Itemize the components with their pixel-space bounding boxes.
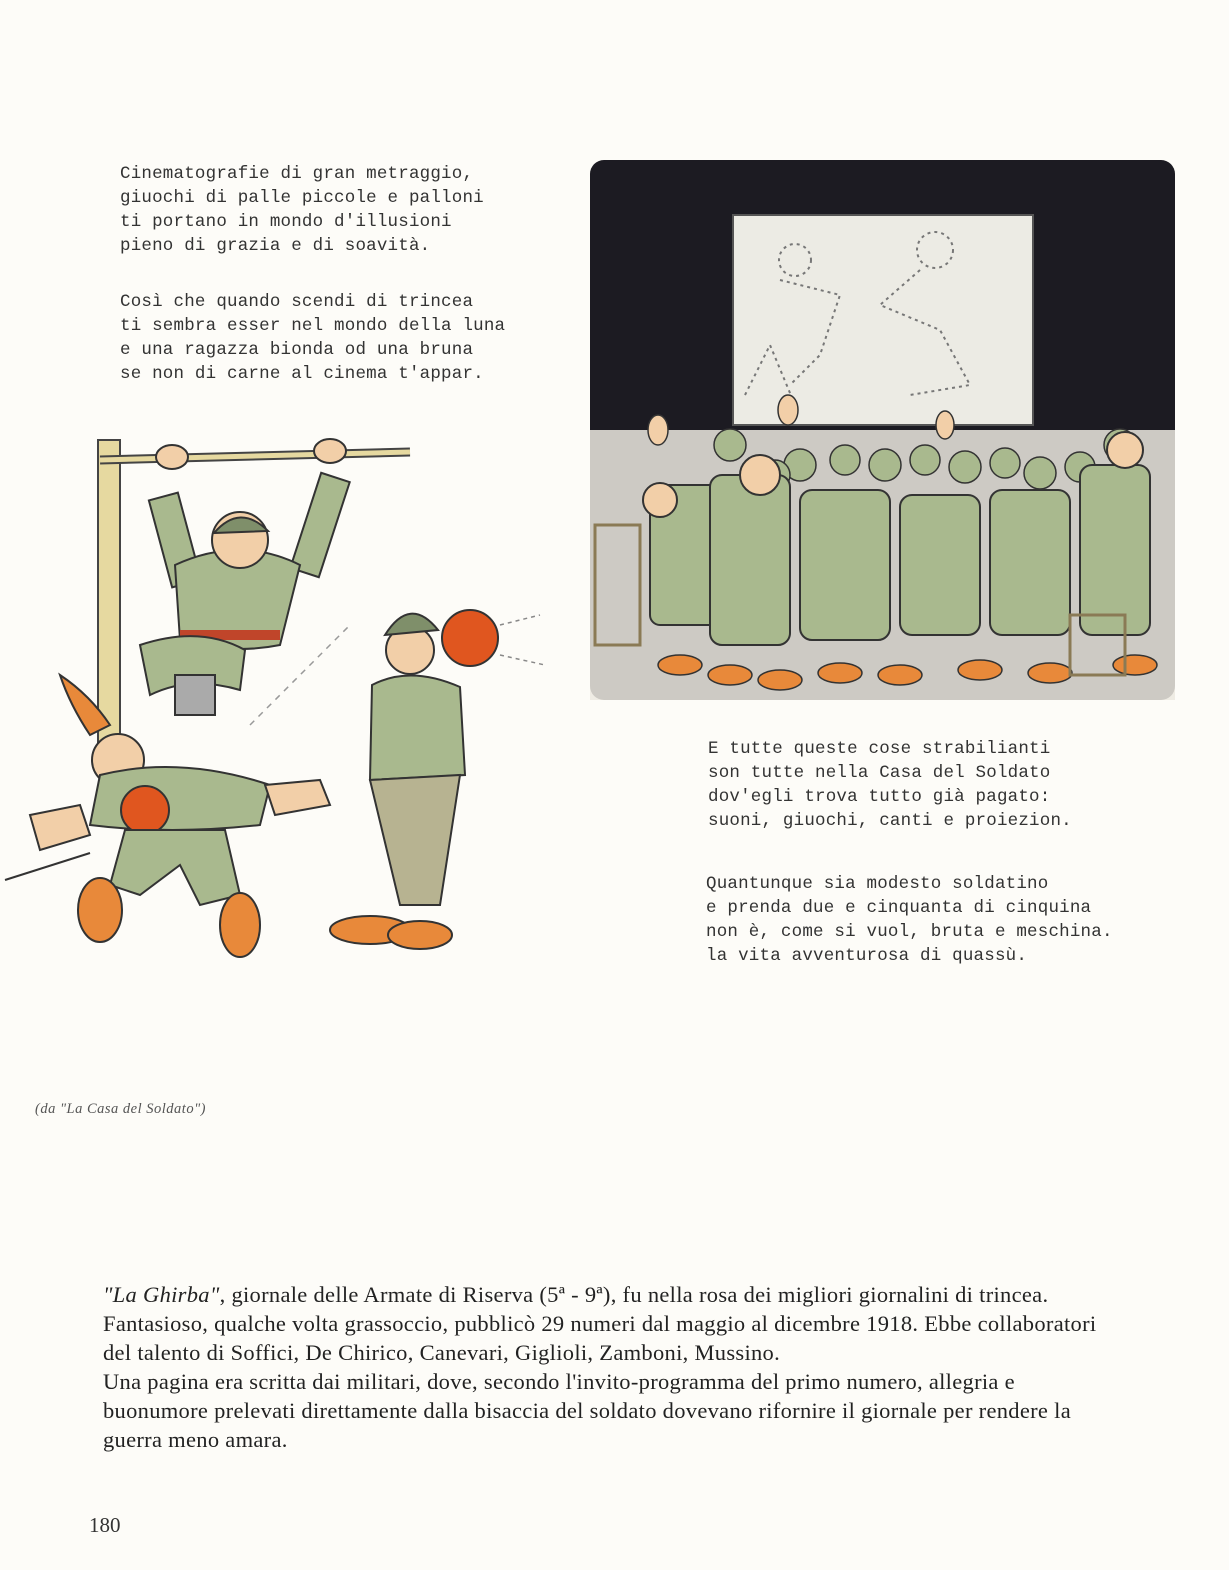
ball-icon	[442, 610, 498, 666]
poem-line: se non di carne al cinema t'appar.	[120, 364, 484, 384]
poem-line: suoni, giuochi, canti e proiezion.	[708, 811, 1072, 831]
poem-stanza-3	[708, 737, 1072, 833]
gym-illustration	[0, 425, 560, 975]
cinema-illustration	[580, 145, 1185, 710]
poem-line: ti sembra esser nel mondo della luna	[120, 316, 506, 336]
poem-line: Cinematografie di gran metraggio,	[120, 164, 474, 184]
poem-line: son tutte nella Casa del Soldato	[708, 763, 1051, 783]
poem-line: la vita avventurosa di quassù.	[706, 946, 1028, 966]
poem-stanza-4	[706, 872, 1113, 968]
commentary-text: , giornale delle Armate di Riserva (5ª - 9ª), fu nella rosa dei migliori giornalini di trincea. Fantasioso, qualche volta grassoccio, pubblicò 29 numeri dal maggio al dicembre 1918. Ebbe collaboratori del talento di Soffici, De Chirico, Canevari, Giglioli, Zamboni, Mussino.	[103, 1282, 1097, 1365]
poem-line: non è, come si vuol, bruta e meschina.	[706, 922, 1113, 942]
poem-line: giuochi di palle piccole e palloni	[120, 188, 484, 208]
poem-line: E tutte queste cose strabilianti	[708, 739, 1051, 759]
page-number: 180	[89, 1513, 121, 1537]
poem-line: e prenda due e cinquanta di cinquina	[706, 898, 1092, 918]
standing-soldier	[330, 614, 465, 949]
poem-stanza-1	[120, 162, 484, 258]
illustration-caption: (da "La Casa del Soldato")	[35, 1101, 206, 1117]
commentary	[103, 1280, 1103, 1454]
newspaper-title: "La Ghirba"	[103, 1282, 220, 1307]
film-screen	[733, 215, 1033, 425]
commentary-paragraph-1	[103, 1280, 1103, 1367]
poem-stanza-2	[120, 290, 505, 386]
poem-line: pieno di grazia e di soavità.	[120, 236, 431, 256]
poem-line: e una ragazza bionda od una bruna	[120, 340, 474, 360]
commentary-paragraph-2: Una pagina era scritta dai militari, dove, secondo l'invito-programma del primo numero, allegria e buonumore prelevati direttamente dalla bisaccia del soldato dovevano rifornire il giornale per rendere la guerra meno amara.	[103, 1369, 1071, 1452]
poem-line: Quantunque sia modesto soldatino	[706, 874, 1049, 894]
poem-line: Così che quando scendi di trincea	[120, 292, 474, 312]
falling-soldier	[5, 734, 330, 957]
poem-line: dov'egli trova tutto già pagato:	[708, 787, 1051, 807]
poem-line: ti portano in mondo d'illusioni	[120, 212, 452, 232]
